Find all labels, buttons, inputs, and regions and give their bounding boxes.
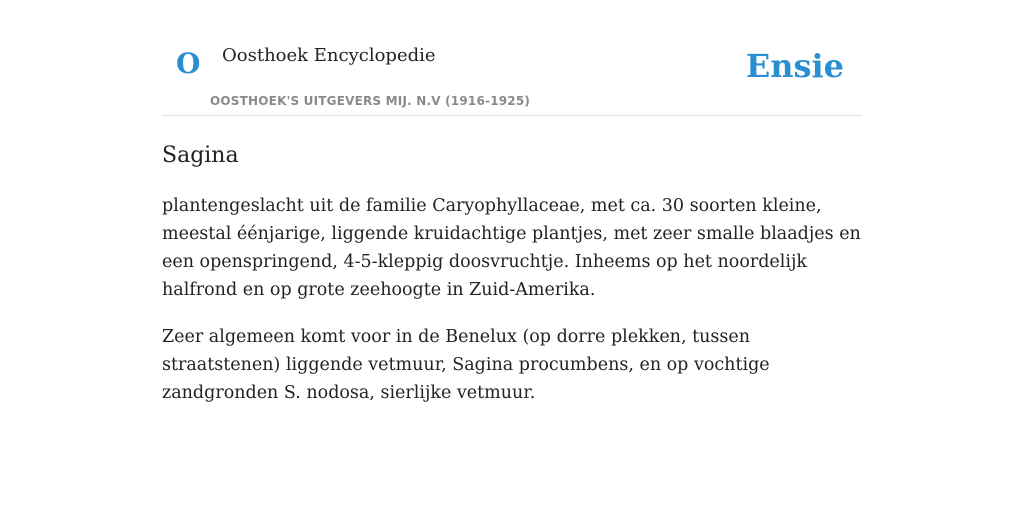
book-title[interactable]: Oosthoek Encyclopedie [222, 45, 436, 66]
entry-title: Sagina [162, 143, 239, 168]
page [162, 0, 862, 407]
header [162, 0, 862, 116]
entry-body [162, 192, 862, 407]
book-logo[interactable]: O [176, 47, 201, 80]
entry-paragraph: Zeer algemeen komt voor in de Benelux (op dorre plekken, tussen straatstenen) liggende vetmuur, Sagina procumbens, en op vochtige zandgronden S. nodosa, sierlijke vetmuur. [162, 327, 770, 403]
publisher-label: OOSTHOEK'S UITGEVERS MIJ. N.V (1916-1925) [210, 94, 531, 108]
entry-paragraph: plantengeslacht uit de familie Caryophyllaceae, met ca. 30 soorten kleine, meestal éénjarige, liggende kruidachtige plantjes, met zeer smalle blaadjes en een openspringend, 4-5-kleppig doosvruchtje. Inheems op het noordelijk halfrond en op grote zeehoogte in Zuid-Amerika. [162, 196, 861, 300]
site-logo[interactable]: Ensie [745, 47, 844, 85]
